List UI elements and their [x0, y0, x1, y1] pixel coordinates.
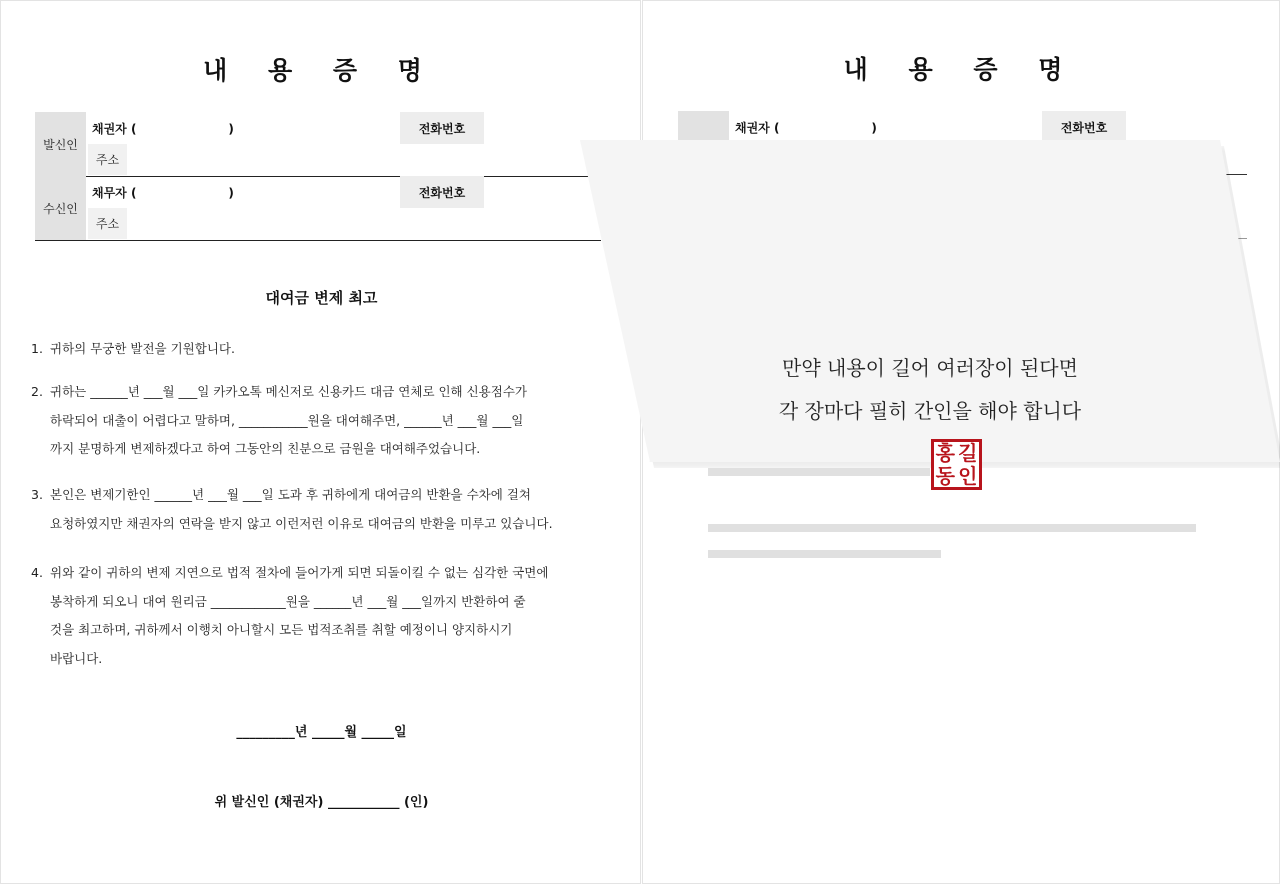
placeholder-text-bar	[708, 468, 930, 476]
right-phone-label: 전화번호	[1042, 111, 1126, 143]
sender-address-label: 주소	[88, 144, 127, 175]
seal-char: 홍	[935, 441, 955, 466]
sender-role-label: 발신인	[35, 112, 86, 176]
item-line: 귀하는 ______년 ___월 ___일 카카오톡 메신저로 신용카드 대금 연체로 인해 신용점수가	[50, 384, 527, 399]
item-number: 2.	[31, 384, 43, 399]
red-seal-stamp	[931, 439, 982, 490]
list-item	[31, 481, 621, 538]
placeholder-text-bar	[708, 524, 1196, 532]
seal-char: 인	[958, 463, 978, 488]
sender-phone-label: 전화번호	[400, 112, 484, 144]
item-line: 봉착하게 되오니 대여 원리금 ____________원을 ______년 ___월 ___일까지 반환하여 줄	[50, 593, 526, 609]
right-name-label: 채권자 ( )	[735, 121, 877, 135]
recipient-address-label: 주소	[88, 208, 127, 239]
document-title: 내 용 증 명	[203, 56, 438, 85]
sender-block	[35, 112, 601, 177]
item-line: 위와 같이 귀하의 변제 지연으로 법적 절차에 들어가게 되면 되돌이킬 수 없는 심각한 국면에	[50, 565, 549, 580]
item-line: 하락되어 대출이 어렵다고 말하며, ___________원을 대여해주면, ______년 ___월 ___일	[50, 412, 524, 428]
recipient-role-label: 수신인	[35, 176, 86, 240]
placeholder-text-bar	[708, 550, 941, 558]
right-document-title: 내 용 증 명	[843, 55, 1079, 84]
document-subtitle: 대여금 변제 최고	[265, 289, 378, 307]
list-item	[31, 335, 621, 364]
sender-name-label: 채권자 ( )	[92, 122, 234, 136]
item-line: 것을 최고하며, 귀하께서 이행치 아니할시 모든 법적조취를 취할 예정이니 양지하시기	[50, 622, 513, 637]
seal-char: 길	[958, 441, 978, 466]
item-number: 3.	[31, 487, 43, 502]
item-line: 바랍니다.	[50, 650, 103, 666]
recipient-phone-label: 전화번호	[400, 176, 484, 208]
item-line: 귀하의 무궁한 발전을 기원합니다.	[50, 341, 235, 356]
list-item	[31, 378, 621, 464]
item-line: 까지 분명하게 변제하겠다고 하여 그동안의 친분으로 금원을 대여해주었습니다.	[50, 441, 481, 456]
note-line-1: 만약 내용이 길어 여러장이 된다면	[782, 356, 1078, 380]
note-line-2: 각 장마다 필히 간인을 해야 합니다	[778, 399, 1082, 423]
item-line: 본인은 변제기한인 ______년 ___월 ___일 도과 후 귀하에게 대여금의 반환을 수차에 걸쳐	[50, 487, 531, 502]
recipient-block	[35, 176, 601, 241]
item-line: 요청하였지만 채권자의 연락을 받지 않고 이런저런 이유로 대여금의 반환을 미루고 있습니다.	[50, 515, 553, 531]
item-number: 1.	[31, 341, 43, 356]
right-role-cell	[678, 111, 729, 141]
list-item	[31, 559, 621, 673]
date-line: _________년 _____월 _____일	[236, 725, 407, 740]
sender-signature-line: 위 발신인 (채권자) ___________ (인)	[214, 795, 429, 810]
item-number: 4.	[31, 565, 43, 580]
seal-char: 동	[935, 463, 955, 488]
recipient-name-label: 채무자 ( )	[92, 186, 234, 200]
